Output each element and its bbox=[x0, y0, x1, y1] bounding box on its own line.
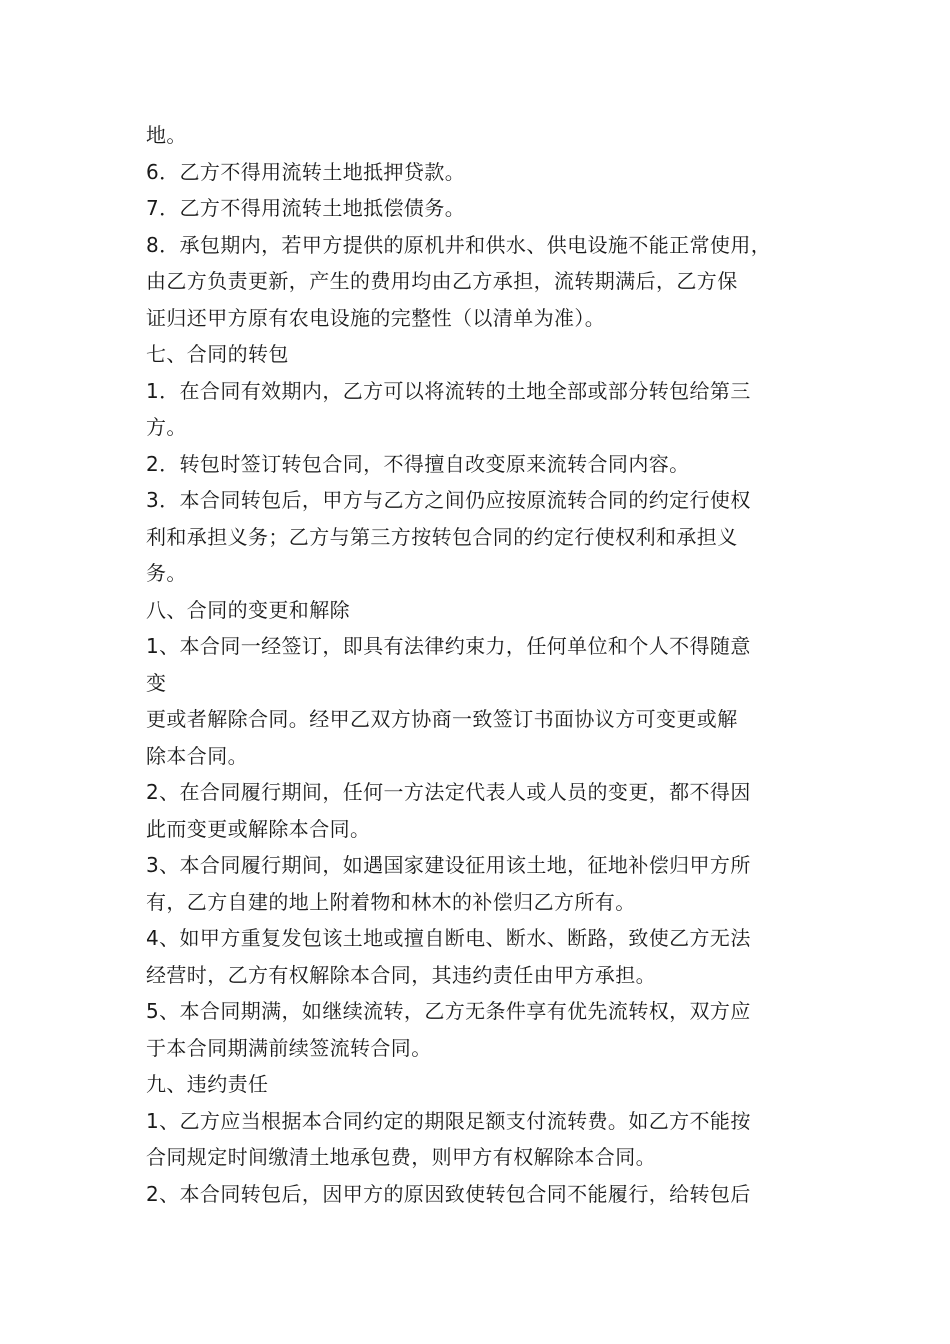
text-line: 地。 bbox=[146, 123, 187, 147]
text-line: 2．转包时签订转包合同，不得擅自改变原来流转合同内容。 bbox=[146, 451, 690, 476]
text-line: 4、如甲方重复发包该土地或擅自断电、断水、断路，致使乙方无法 bbox=[146, 926, 751, 950]
text-line: 3．本合同转包后，甲方与乙方之间仍应按原流转合同的约定行使权 bbox=[146, 488, 751, 512]
text-line: 证归还甲方原有农电设施的完整性（以清单为准）。 bbox=[146, 305, 606, 330]
text-line: 于本合同期满前续签流转合同。 bbox=[146, 1035, 432, 1060]
text-line: 6．乙方不得用流转土地抵押贷款。 bbox=[146, 159, 466, 184]
text-line: 有，乙方自建的地上附着物和林木的补偿归乙方所有。 bbox=[146, 889, 636, 914]
contract-body-text bbox=[146, 117, 826, 1212]
section-heading: 七、合同的转包 bbox=[146, 342, 289, 366]
text-line: 1、乙方应当根据本合同约定的期限足额支付流转费。如乙方不能按 bbox=[146, 1108, 751, 1133]
text-line: 除本合同。 bbox=[146, 743, 248, 768]
text-line: 方。 bbox=[146, 415, 187, 439]
text-line: 利和承担义务；乙方与第三方按转包合同的约定行使权利和承担义 bbox=[146, 524, 738, 549]
section-heading: 九、违约责任 bbox=[146, 1072, 269, 1096]
text-line: 变 bbox=[146, 670, 167, 695]
text-line: 2、本合同转包后，因甲方的原因致使转包合同不能履行，给转包后 bbox=[146, 1181, 751, 1206]
text-line: 经营时，乙方有权解除本合同，其违约责任由甲方承担。 bbox=[146, 962, 656, 987]
text-line: 更或者解除合同。经甲乙双方协商一致签订书面协议方可变更或解 bbox=[146, 707, 738, 731]
text-line: 5、本合同期满，如继续流转，乙方无条件享有优先流转权，双方应 bbox=[146, 999, 751, 1023]
text-line: 合同规定时间缴清土地承包费，则甲方有权解除本合同。 bbox=[146, 1145, 656, 1169]
text-line: 7．乙方不得用流转土地抵偿债务。 bbox=[146, 196, 466, 220]
text-line: 2、在合同履行期间，任何一方法定代表人或人员的变更，都不得因 bbox=[146, 780, 751, 804]
text-line: 3、本合同履行期间，如遇国家建设征用该土地，征地补偿归甲方所 bbox=[146, 853, 751, 877]
text-line: 8．承包期内，若甲方提供的原机井和供水、供电设施不能正常使用， bbox=[146, 232, 772, 257]
text-line: 1．在合同有效期内，乙方可以将流转的土地全部或部分转包给第三 bbox=[146, 378, 751, 403]
text-line: 务。 bbox=[146, 561, 187, 585]
section-heading: 八、合同的变更和解除 bbox=[146, 597, 350, 622]
text-line: 由乙方负责更新，产生的费用均由乙方承担，流转期满后，乙方保 bbox=[146, 269, 738, 293]
text-line: 此而变更或解除本合同。 bbox=[146, 816, 371, 841]
text-line: 1、本合同一经签订，即具有法律约束力，任何单位和个人不得随意 bbox=[146, 634, 751, 658]
